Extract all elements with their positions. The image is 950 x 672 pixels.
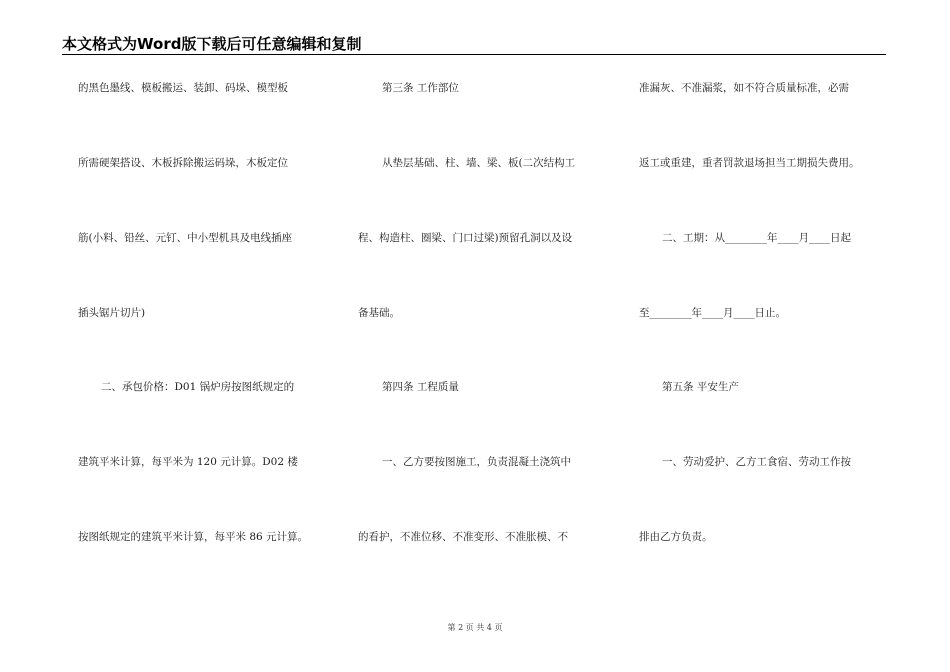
text-line: 备基础。	[358, 307, 400, 319]
document-header-title: 本文格式为Word版下载后可任意编辑和复制	[62, 35, 362, 53]
text-line: 程、构造柱、圈梁、门口过梁)预留孔洞以及设	[358, 232, 573, 244]
text-line: 第三条 工作部位	[382, 82, 459, 94]
text-line: 从垫层基础、柱、墙、梁、板(二次结构工	[382, 157, 576, 169]
text-line: 的黑色墨线、模板搬运、装卸、码垛、模型板	[78, 82, 288, 94]
text-line: 插头锯片切片)	[78, 307, 146, 319]
text-line: 按图纸规定的建筑平米计算，每平米 86 元计算。	[78, 531, 309, 543]
text-line: 准漏灰、不准漏浆，如不符合质量标准，必需	[639, 82, 849, 94]
page-number-footer: 第 2 页 共 4 页	[447, 623, 503, 632]
text-line: 一、劳动爱护、乙方工食宿、劳动工作按	[662, 456, 851, 468]
text-line: 第五条 平安生产	[662, 381, 739, 393]
text-line: 二、工期：从________年____月____日起	[662, 232, 851, 244]
text-line: 的看护，不准位移、不准变形、不准胀模、不	[358, 531, 568, 543]
text-line: 至________年____月____日止。	[639, 307, 786, 319]
text-line: 二、承包价格：D01 锅炉房按图纸规定的	[101, 381, 295, 393]
text-line: 所需硬架搭设、木板拆除搬运码垛，木板定位	[78, 157, 288, 169]
text-line: 排由乙方负责。	[639, 531, 713, 543]
text-line: 第四条 工程质量	[382, 381, 459, 393]
text-line: 返工或重建，重者罚款退场担当工期损失费用。	[639, 157, 860, 169]
text-line: 一、乙方要按图施工，负责混凝土浇筑中	[382, 456, 571, 468]
text-line: 筋(小料、铅丝、元钉、中小型机具及电线插座	[78, 232, 293, 244]
text-line: 建筑平米计算，每平米为 120 元计算。D02 楼	[78, 456, 298, 468]
header-divider	[62, 54, 886, 55]
